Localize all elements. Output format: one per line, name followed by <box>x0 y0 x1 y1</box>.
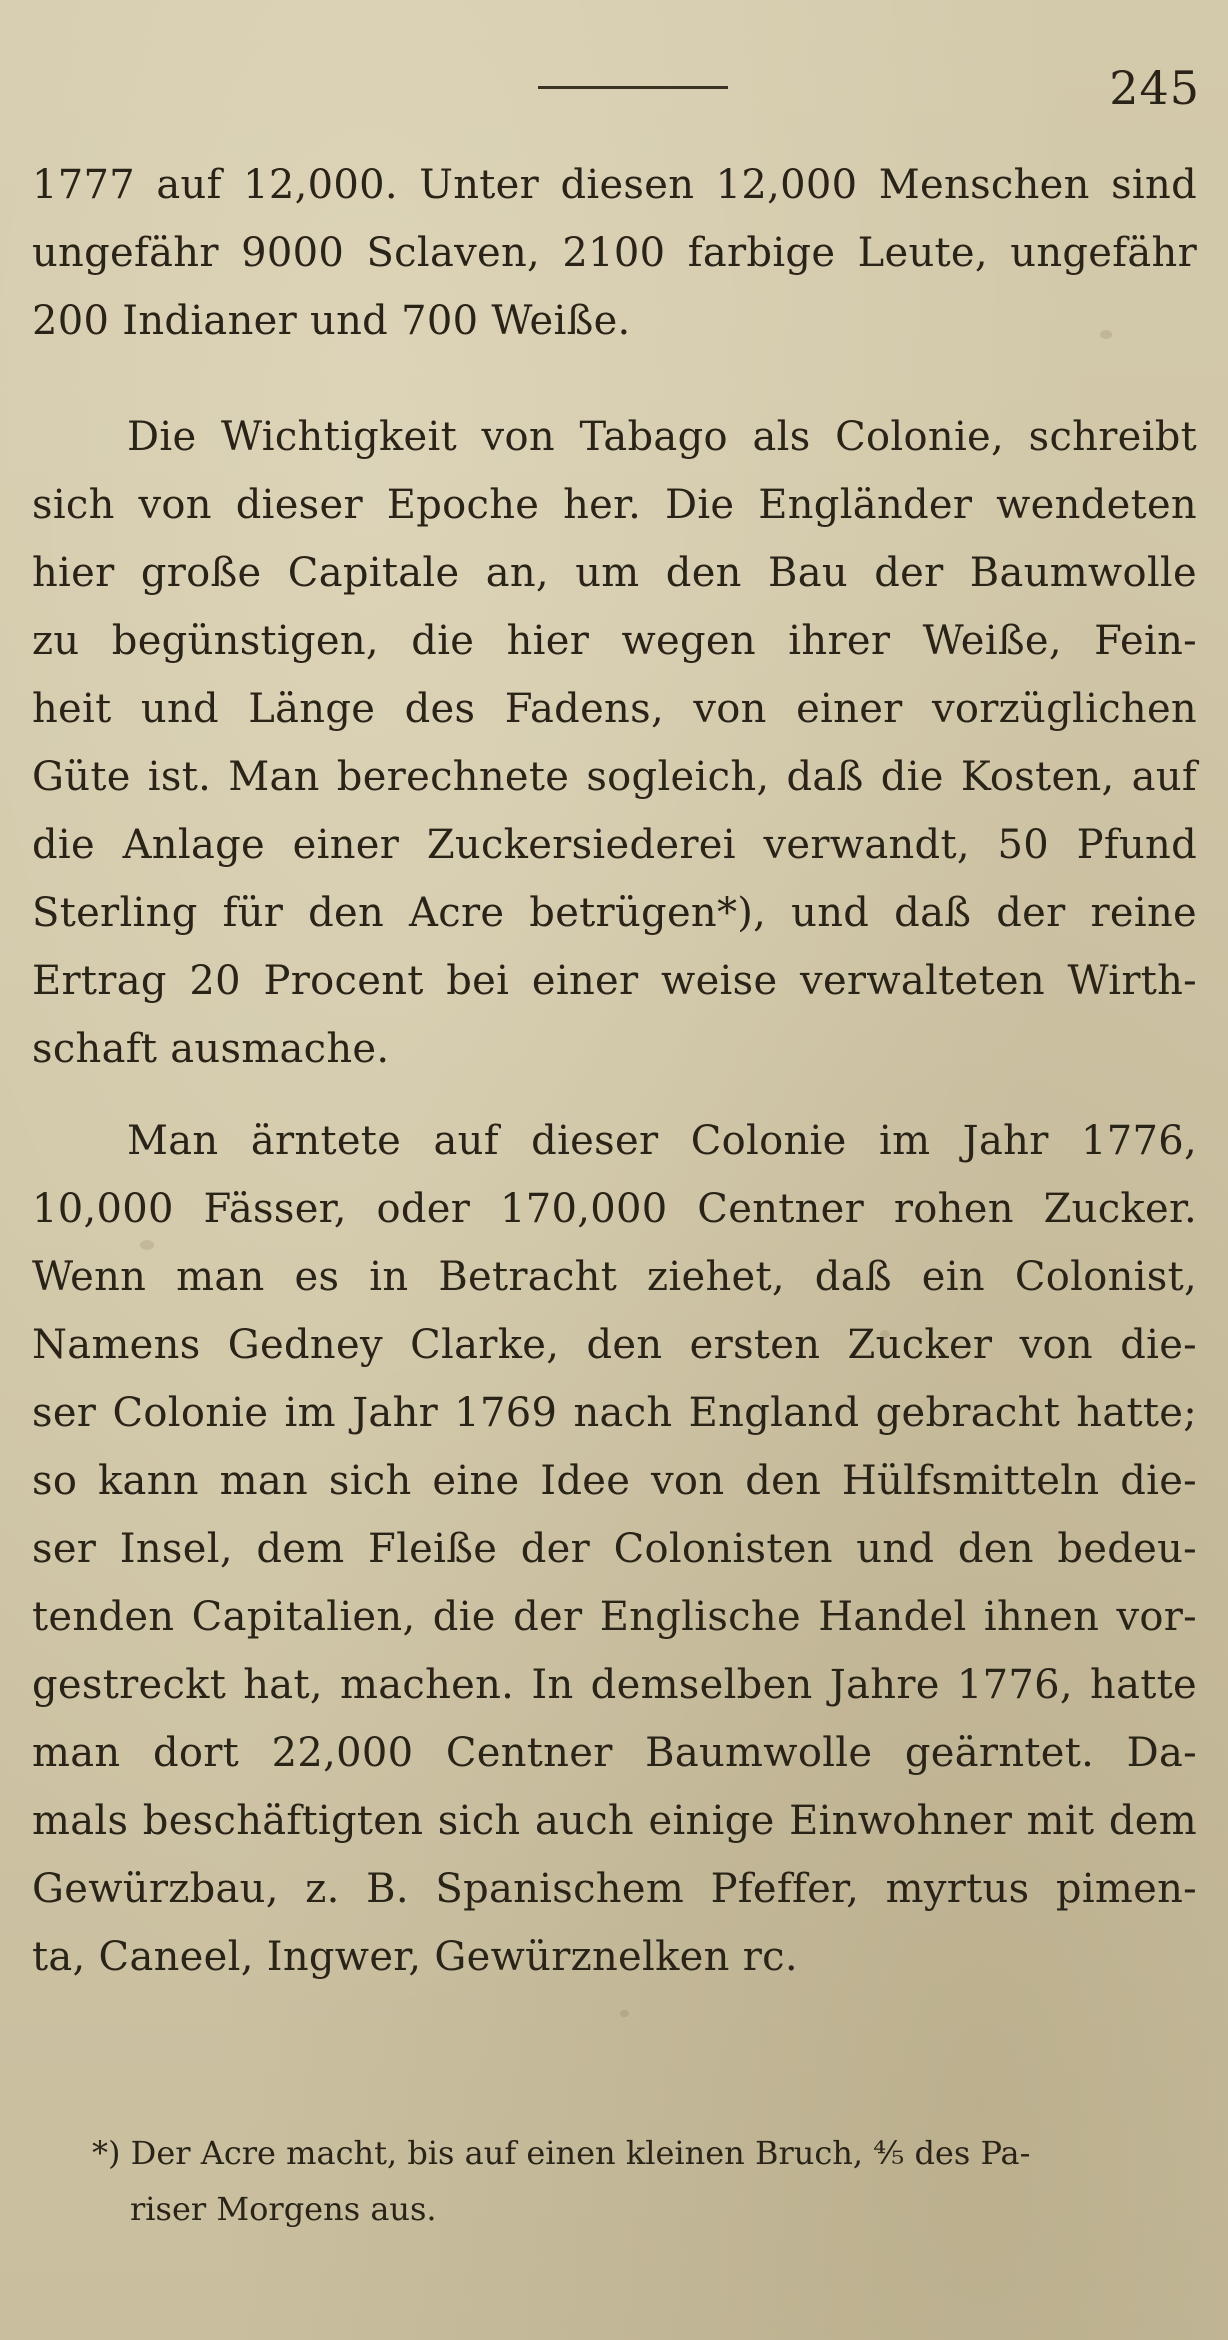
text-line: 10,000 Fässer, oder 170,000 Centner rohen Zucker. <box>32 1186 1197 1232</box>
text-line: Die Wichtigkeit von Tabago als Colonie, schreibt <box>127 414 1197 460</box>
footnote-line: riser Morgens aus. <box>130 2190 437 2228</box>
paper-speck <box>620 2010 629 2017</box>
paper-speck <box>880 1330 890 1338</box>
text-line: tenden Capitalien, die der Englische Handel ihnen vor- <box>32 1594 1197 1640</box>
text-line: schaft ausmache. <box>32 1026 390 1072</box>
text-line: ser Colonie im Jahr 1769 nach England gebracht hatte; <box>32 1390 1197 1436</box>
text-line: gestreckt hat, machen. In demselben Jahre 1776, hatte <box>32 1662 1197 1708</box>
text-line: man dort 22,000 Centner Baumwolle geärntet. Da- <box>32 1730 1197 1776</box>
text-line: Man ärntete auf dieser Colonie im Jahr 1776, <box>127 1118 1197 1164</box>
text-line: Namens Gedney Clarke, den ersten Zucker von die- <box>32 1322 1197 1368</box>
text-line: Gewürzbau, z. B. Spanischem Pfeffer, myrtus pimen- <box>32 1866 1197 1912</box>
text-line: heit und Länge des Fadens, von einer vorzüglichen <box>32 686 1197 732</box>
text-line: 1777 auf 12,000. Unter diesen 12,000 Menschen sind <box>32 162 1197 208</box>
text-line: so kann man sich eine Idee von den Hülfsmitteln die- <box>32 1458 1197 1504</box>
text-line: ser Insel, dem Fleiße der Colonisten und den bedeu- <box>32 1526 1197 1572</box>
text-line: ungefähr 9000 Sclaven, 2100 farbige Leute, ungefähr <box>32 230 1197 276</box>
text-line: zu begünstigen, die hier wegen ihrer Weiße, Fein- <box>32 618 1197 664</box>
header-rule <box>538 86 728 89</box>
paper-speck <box>1100 330 1112 339</box>
text-line: Sterling für den Acre betrügen*), und daß der reine <box>32 890 1197 936</box>
footnote-line: *) Der Acre macht, bis auf einen kleinen Bruch, ⅘ des Pa- <box>92 2134 1031 2172</box>
text-line: Güte ist. Man berechnete sogleich, daß die Kosten, auf <box>32 754 1197 800</box>
text-line: hier große Capitale an, um den Bau der Baumwolle <box>32 550 1197 596</box>
text-line: 200 Indianer und 700 Weiße. <box>32 298 631 344</box>
page-number: 245 <box>1109 61 1200 115</box>
text-line: die Anlage einer Zuckersiederei verwandt, 50 Pfund <box>32 822 1197 868</box>
text-line: Wenn man es in Betracht ziehet, daß ein Colonist, <box>32 1254 1197 1300</box>
text-line: ta, Caneel, Ingwer, Gewürznelken rc. <box>32 1934 798 1980</box>
text-line: Ertrag 20 Procent bei einer weise verwalteten Wirth- <box>32 958 1197 1004</box>
paper-speck <box>140 1240 154 1250</box>
text-line: sich von dieser Epoche her. Die Engländer wendeten <box>32 482 1197 528</box>
text-line: mals beschäftigten sich auch einige Einwohner mit dem <box>32 1798 1197 1844</box>
